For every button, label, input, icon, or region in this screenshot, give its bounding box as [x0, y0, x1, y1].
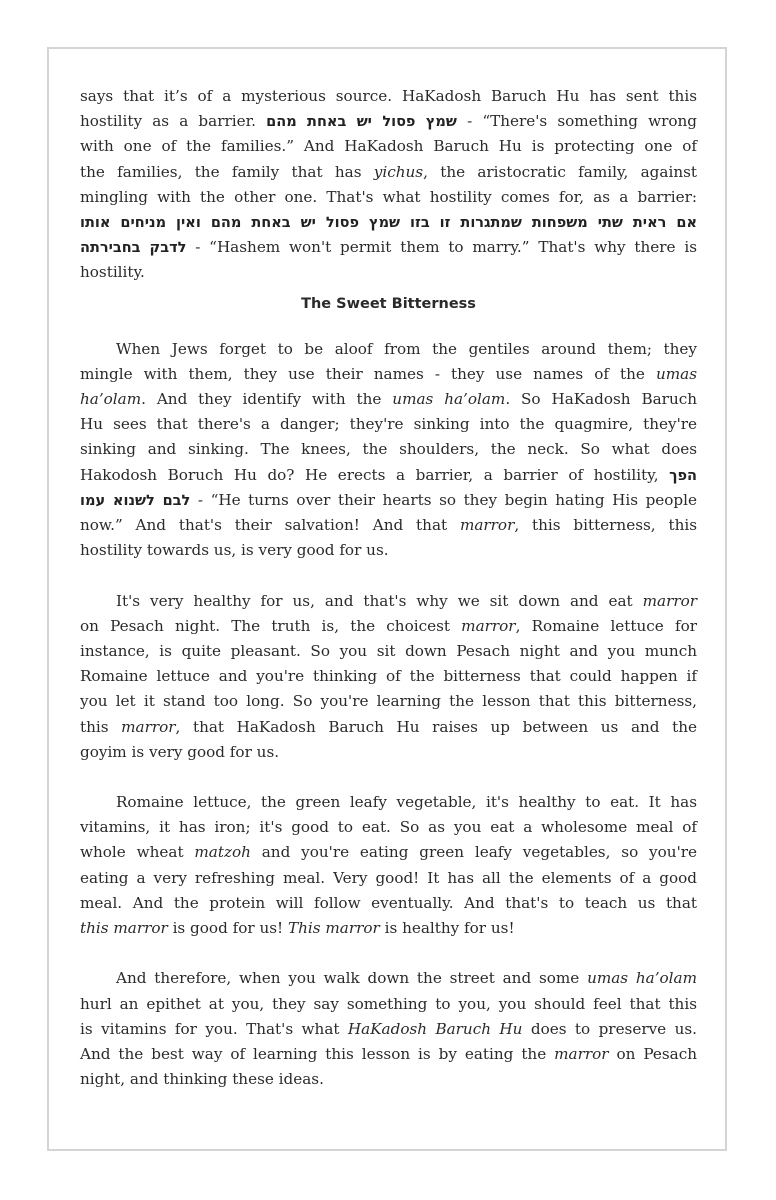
text: eating a very refreshing meal. Very good! It has all the elements of a good	[80, 868, 697, 887]
text: night, and thinking these ideas.	[80, 1070, 324, 1089]
hebrew-quote: לבם לשנוא עמו	[80, 492, 191, 509]
text-line	[80, 740, 697, 765]
text: meal. And the protein will follow eventually. And that's to teach us that	[80, 893, 697, 912]
text: Romaine lettuce, the green leafy vegetable, it's healthy to eat. It has	[116, 793, 697, 812]
text-line	[80, 387, 697, 412]
section-heading: The Sweet Bitterness	[301, 295, 476, 312]
italic-term: marror	[461, 616, 516, 635]
text: sinking and sinking. The knees, the shoulders, the neck. So what does	[80, 440, 697, 459]
text: - “Hashem won't permit them to marry.” That's why there is	[186, 238, 697, 257]
text: does to preserve us.	[522, 1019, 697, 1038]
italic-term: This marror	[287, 919, 380, 937]
italic-term: matzoh	[194, 843, 251, 862]
document-body	[80, 84, 697, 1092]
text: , Romaine lettuce for	[515, 616, 697, 635]
italic-term: umas ha’olam	[587, 969, 697, 988]
spacer	[80, 941, 697, 966]
text: on Pesach night. The truth is, the choicest	[80, 616, 462, 635]
text-line	[80, 614, 697, 639]
text: is good for us!	[167, 919, 288, 937]
text: says that it’s of a mysterious source. HaKadosh Baruch Hu has sent this	[80, 87, 697, 105]
text: now.” And that's their salvation! And that	[80, 516, 460, 534]
text-line	[80, 790, 697, 815]
spacer	[80, 317, 697, 337]
text-line	[80, 362, 697, 387]
text-line	[80, 1042, 697, 1067]
text: goyim is very good for us.	[80, 742, 280, 761]
italic-term: umas	[655, 364, 697, 383]
paragraph	[80, 790, 697, 941]
hebrew-quote: לדבק בחבירתה	[80, 240, 187, 257]
text: Romaine lettuce and you're thinking of the bitterness that could happen if	[80, 667, 697, 686]
text: . And they identify with the	[141, 390, 393, 409]
text-line	[80, 463, 697, 488]
text: When Jews forget to be aloof from the gentiles around them; they	[116, 339, 697, 358]
italic-term: marror	[642, 591, 697, 610]
italic-term: umas ha’olam	[392, 390, 506, 409]
spacer	[80, 563, 697, 588]
text-line	[80, 235, 697, 260]
text: vitamins, it has iron; it's good to eat. So as you eat a wholesome meal of	[80, 818, 697, 837]
text-line	[80, 513, 697, 538]
text: It's very healthy for us, and that's why we sit down and eat	[116, 591, 643, 610]
text-line	[80, 412, 697, 437]
italic-term: marror	[554, 1044, 609, 1063]
text-line	[80, 160, 697, 185]
text-line	[80, 437, 697, 462]
text: mingling with the other one. That's what hostility comes for, as a barrier:	[80, 187, 697, 206]
text-line	[80, 134, 697, 159]
text: hurl an epithet at you, they say something to you, you should feel that this	[80, 994, 697, 1013]
text: , the aristocratic family, against	[423, 162, 697, 181]
text: Hu sees that there's a danger; they're sinking into the quagmire, they're	[80, 415, 697, 434]
paragraph	[80, 966, 697, 1092]
text-line	[80, 866, 697, 891]
text: And therefore, when you walk down the street and some	[116, 969, 588, 988]
text-line	[80, 840, 697, 865]
text: whole wheat	[80, 843, 195, 862]
italic-term: yichus	[373, 162, 424, 181]
italic-term: marror	[459, 516, 515, 534]
italic-term: marror	[121, 717, 176, 736]
text-line	[80, 891, 697, 916]
paragraph	[80, 84, 697, 286]
italic-term: ha’olam	[80, 390, 142, 409]
text-line	[80, 1067, 697, 1092]
text: you let it stand too long. So you're learning the lesson that this bitterness,	[80, 692, 697, 711]
text-line	[80, 916, 697, 941]
text-line	[80, 815, 697, 840]
text: hostility as a barrier.	[80, 112, 267, 131]
text: the families, the family that has	[80, 162, 374, 181]
text-line	[80, 689, 697, 714]
paragraph	[80, 337, 697, 564]
text-line	[80, 488, 697, 513]
hebrew-quote: הפך	[669, 467, 697, 484]
text: and you're eating green leafy vegetables, so you're	[250, 843, 697, 862]
text: . So HaKadosh Baruch	[505, 390, 698, 409]
text-line	[80, 992, 697, 1017]
text-line	[80, 210, 697, 235]
text-line	[80, 715, 697, 740]
text: is vitamins for you. That's what	[80, 1019, 348, 1038]
text: hostility.	[80, 263, 145, 282]
text: , this bitterness, this	[514, 516, 697, 534]
text-line	[80, 589, 697, 614]
text: - “He turns over their hearts so they begin hating His people	[190, 490, 697, 509]
text: Hakodosh Boruch Hu do? He erects a barrier, a barrier of hostility,	[80, 465, 670, 484]
text-line	[80, 966, 697, 991]
text: is healthy for us!	[379, 919, 515, 937]
text-line	[80, 84, 697, 109]
text: mingle with them, they use their names - they use names of the	[80, 364, 656, 383]
hebrew-quote: אם ראית שתי משפחות שמתגרות זו בזו שמץ פסול יש באחת מהם ואין מניחים אותו	[80, 214, 697, 231]
italic-term: HaKadosh Baruch Hu	[347, 1019, 523, 1038]
text-line	[80, 337, 697, 362]
text: this	[80, 717, 122, 736]
text-line	[80, 260, 697, 285]
text: hostility towards us, is very good for us.	[80, 541, 389, 560]
text-line	[80, 639, 697, 664]
text: on Pesach	[608, 1044, 697, 1063]
text: , that HaKadosh Baruch Hu raises up between us and the	[175, 717, 697, 736]
text: And the best way of learning this lesson is by eating the	[80, 1044, 555, 1063]
paragraph	[80, 589, 697, 765]
text-line	[80, 664, 697, 689]
spacer	[80, 765, 697, 790]
text-line	[80, 1017, 697, 1042]
text-line	[80, 109, 697, 134]
text: instance, is quite pleasant. So you sit down Pesach night and you munch	[80, 641, 697, 660]
italic-term: this marror	[80, 919, 168, 937]
text-line	[80, 185, 697, 210]
hebrew-quote: שמץ פסול יש באחת מהם	[266, 114, 457, 131]
text: with one of the families.” And HaKadosh Baruch Hu is protecting one of	[80, 137, 697, 156]
text: - “There's something wrong	[456, 112, 698, 131]
text-line	[80, 538, 697, 563]
